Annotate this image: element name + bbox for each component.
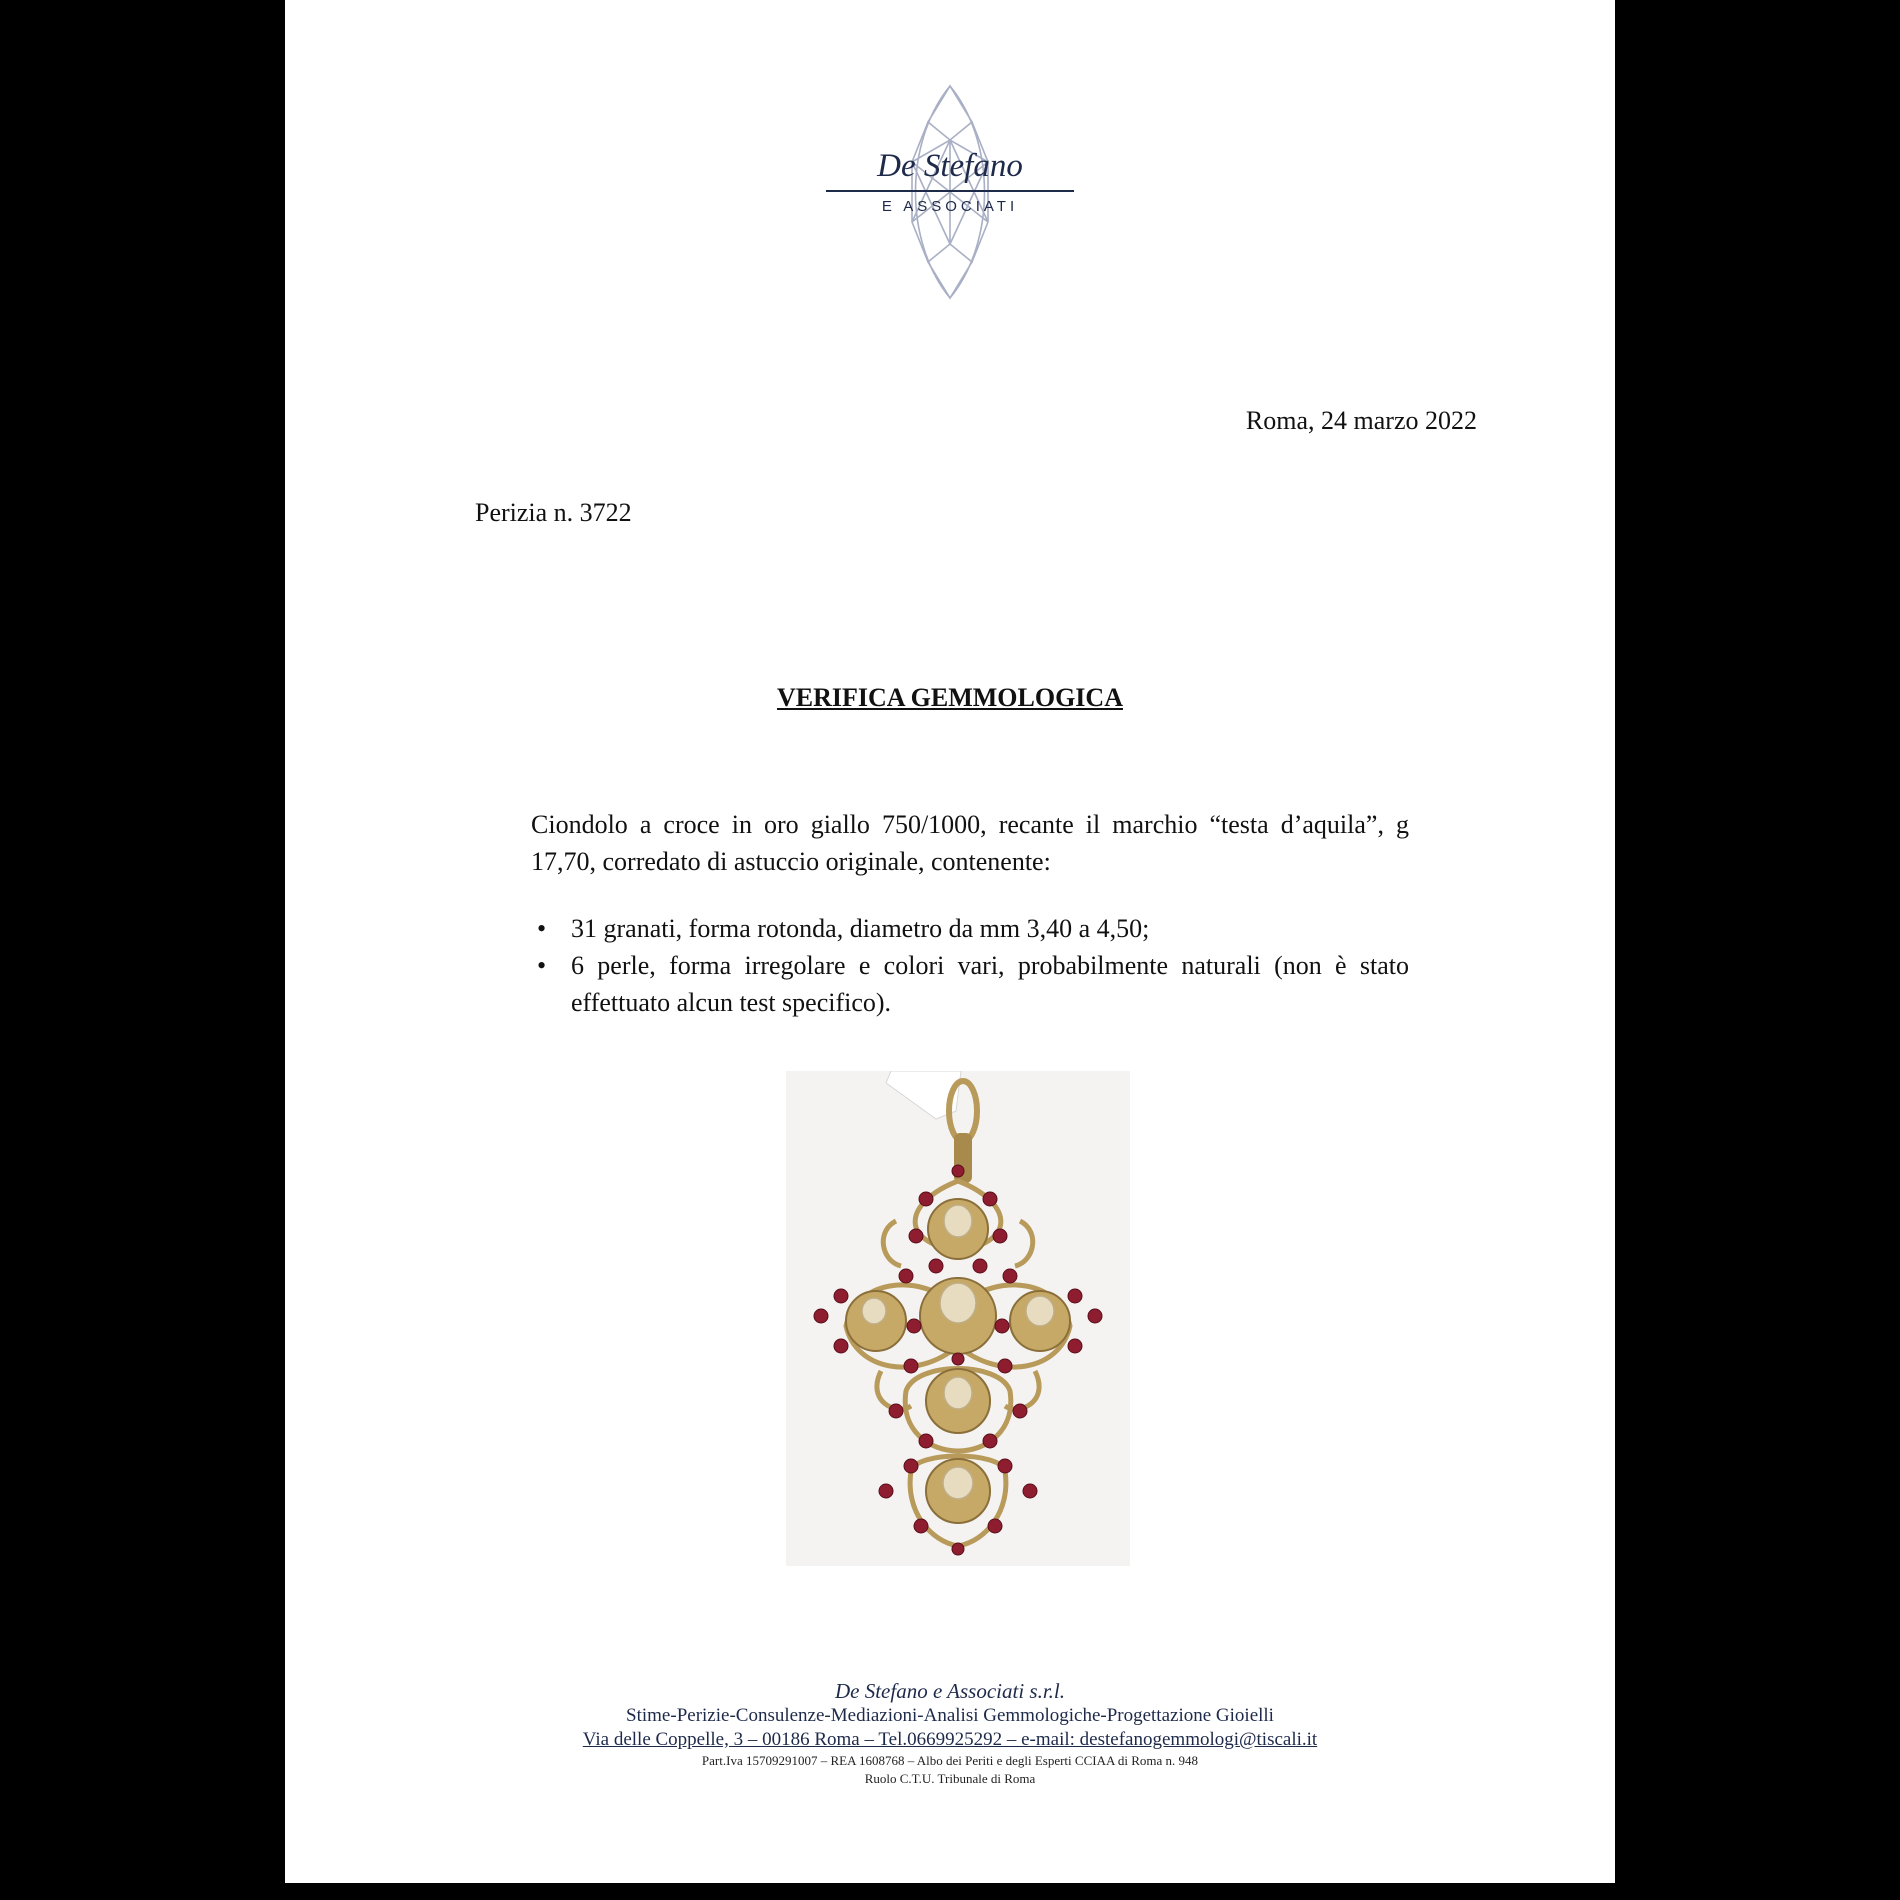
footer-services: Stime-Perizie-Consulenze-Mediazioni-Analisi Gemmologiche-Progettazione Gioielli <box>626 1705 1274 1726</box>
gem-list <box>531 910 1409 1021</box>
footer-legal: Part.Iva 15709291007 – REA 1608768 – Albo dei Periti e degli Esperti CCIAA di Roma n. 948 <box>701 1753 1199 1768</box>
diamond-logo-icon <box>820 82 1080 302</box>
document-page <box>285 0 1615 1883</box>
logo-divider <box>826 190 1074 192</box>
footer-company: De Stefano e Associati s.r.l. <box>834 1679 1065 1703</box>
bullet-icon: • <box>537 951 547 980</box>
bullet-icon: • <box>537 914 547 943</box>
pendant-photo <box>786 1071 1130 1566</box>
footer-contacts: Via delle Coppelle, 3 – 00186 Roma – Tel.0669925292 – e-mail: destefanogemmologi@tiscali.it <box>582 1729 1318 1750</box>
cross-pendant-image <box>786 1071 1130 1566</box>
company-logo <box>820 82 1080 302</box>
document-date: Roma, 24 marzo 2022 <box>1245 406 1477 435</box>
list-item-text: 6 perle, forma irregolare e colori vari, probabilmente naturali (non è stato effettuato alcun test specifico). <box>571 951 1409 1017</box>
description-paragraph: Ciondolo a croce in oro giallo 750/1000, recante il marchio “testa d’aquila”, g 17,70, corredato di astuccio originale, contenente: <box>531 810 1409 876</box>
document-heading: VERIFICA GEMMOLOGICA <box>777 683 1123 712</box>
logo-title: De Stefano <box>877 148 1023 184</box>
logo-subtitle: E ASSOCIATI <box>881 198 1019 215</box>
footer-registry: Ruolo C.T.U. Tribunale di Roma <box>864 1771 1036 1786</box>
list-item <box>531 910 1409 947</box>
perizia-number: Perizia n. 3722 <box>475 498 632 527</box>
letterhead-footer <box>285 1678 1615 1788</box>
list-item-text: 31 granati, forma rotonda, diametro da mm 3,40 a 4,50; <box>571 914 1150 943</box>
list-item <box>531 947 1409 1021</box>
